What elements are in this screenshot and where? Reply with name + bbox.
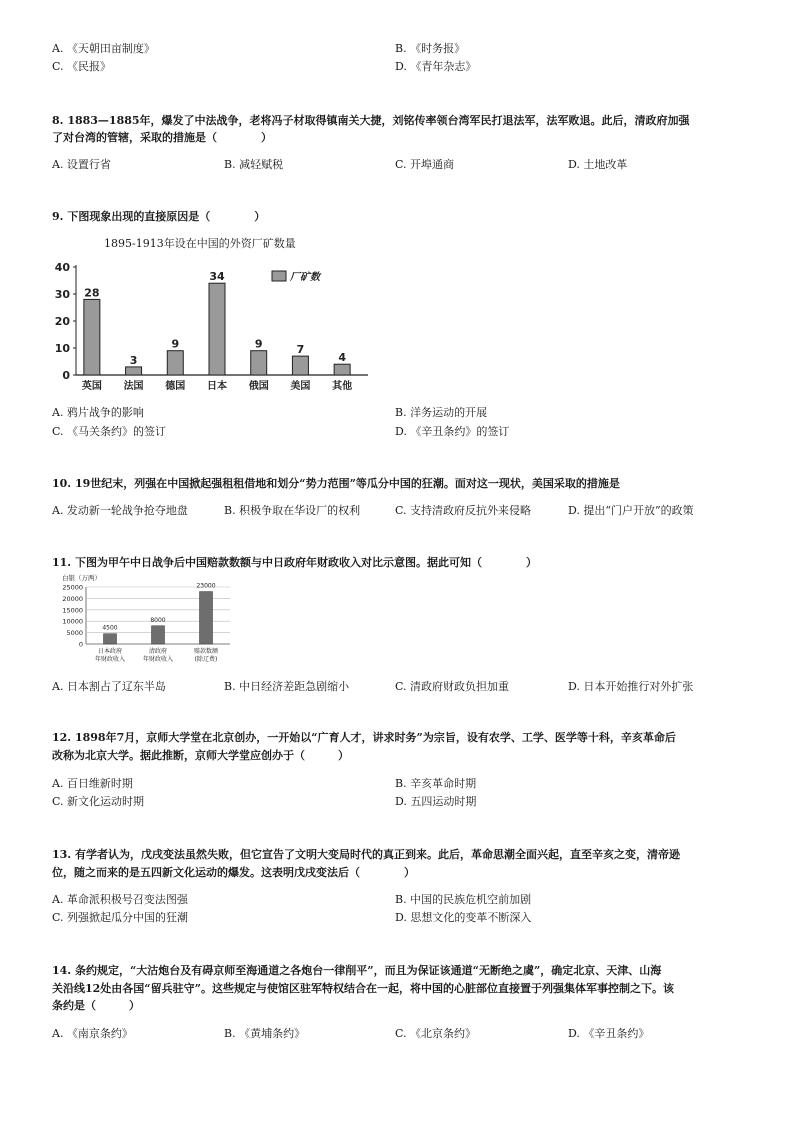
q7-option-d: D. 《青年杂志》 (395, 60, 477, 73)
q10-stem: 10. 19世纪末，列强在中国掀起强租租借地和划分“势力范围”等瓜分中国的狂潮。面对这一现状，美国采取的措施是 (52, 477, 620, 490)
chart2-y-tick-label: 15000 (62, 606, 83, 615)
q8-stem-line1: 8. 1883—1885年，爆发了中法战争，老将冯子材取得镇南关大捷，刘铭传率领台湾军民打退法军，法军败退。此后，清政府加强 (52, 114, 690, 127)
q8-option-b: B. 减轻赋税 (224, 158, 284, 171)
chart1-bar (126, 367, 142, 375)
chart1-legend-label: 厂矿数 (290, 272, 320, 283)
chart1-category-label: 日本 (207, 381, 227, 392)
chart1-value-label: 28 (84, 286, 100, 300)
q13-option-a: A. 革命派积极号召变法图强 (52, 893, 188, 906)
q14-stem-line3: 条约是（ ） (52, 999, 140, 1012)
chart2-y-tick-label: 10000 (62, 617, 83, 626)
q14-option-a: A. 《南京条约》 (52, 1027, 133, 1040)
chart1-category-label: 英国 (81, 381, 102, 392)
chart1-category-label: 俄国 (248, 381, 269, 392)
chart1-bar (84, 299, 100, 375)
q10-option-b: B. 积极争取在华设厂的权利 (224, 504, 361, 517)
q11-option-d: D. 日本开始推行对外扩张 (568, 680, 694, 693)
chart1-title: 1895-1913年设在中国的外资厂矿数量 (104, 237, 296, 250)
chart1-legend-swatch (272, 271, 286, 281)
q14-stem-line1: 14. 条约规定，“大沽炮台及有碍京师至海通道之各炮台一律削平”，而且为保证该通道“无断绝之虞”，确定北京、天津、山海 (52, 964, 662, 977)
chart2-category-label: 年财政收入 (94, 656, 126, 663)
q12-option-c: C. 新文化运动时期 (52, 795, 145, 808)
chart1-y-tick-label: 10 (54, 342, 70, 355)
chart2-value-label: 8000 (150, 616, 166, 624)
q7-option-a: A. 《天朝田亩制度》 (52, 42, 155, 55)
q12-option-d: D. 五四运动时期 (395, 795, 477, 808)
chart1-y-tick-label: 40 (54, 261, 70, 274)
q11-option-c: C. 清政府财政负担加重 (395, 680, 510, 693)
chart2-bar (200, 592, 213, 644)
chart2-y-tick-label: 5000 (66, 629, 83, 638)
chart2-y-tick-label: 25000 (62, 583, 83, 592)
q9-option-b: B. 洋务运动的开展 (395, 406, 488, 419)
q9-option-c: C. 《马关条约》的签订 (52, 425, 167, 438)
chart2-category-label: 清政府 (148, 648, 168, 655)
q9-option-d: D. 《辛丑条约》的签订 (395, 425, 510, 438)
q14-option-b: B. 《黄埔条约》 (224, 1027, 306, 1040)
chart1-bar (334, 364, 350, 375)
chart1-value-label: 4 (338, 351, 346, 365)
chart2-category-label: 赔款数额 (193, 648, 219, 655)
chart1-value-label: 3 (129, 353, 138, 367)
chart1-category-label: 法国 (123, 381, 144, 392)
chart1-category-label: 德国 (165, 381, 186, 392)
q8-option-d: D. 土地改革 (568, 158, 628, 171)
q10-option-c: C. 支持清政府反抗外来侵略 (395, 504, 532, 517)
chart2-y-tick-label: 0 (78, 640, 83, 649)
q13-option-b: B. 中国的民族危机空前加剧 (395, 893, 532, 906)
chart2-category-label: 年财政收入 (142, 656, 174, 663)
q13-option-d: D. 思想文化的变革不断深入 (395, 911, 532, 924)
q9-stem: 9. 下图现象出现的直接原因是（ ） (52, 210, 266, 223)
q7-option-b: B. 《时务报》 (395, 42, 466, 55)
q14-stem-line2: 关沿线12处由各国“留兵驻守”。这些规定与使馆区驻军特权结合在一起，将中国的心脏部位直接置于列强集体军事控制之下。该 (52, 982, 674, 995)
q12-stem-line2: 改称为北京大学。据此推断，京师大学堂应创办于（ ） (52, 749, 349, 762)
q8-option-c: C. 开埠通商 (395, 158, 455, 171)
q10-option-d: D. 提出“门户开放”的政策 (568, 504, 694, 517)
q14-option-d: D. 《辛丑条约》 (568, 1027, 650, 1040)
chart1-category-label: 其他 (332, 381, 353, 392)
q9-option-a: A. 鸦片战争的影响 (52, 406, 144, 419)
q12-option-b: B. 辛亥革命时期 (395, 777, 477, 790)
q11-option-b: B. 中日经济差距急剧缩小 (224, 680, 350, 693)
chart1-bar (167, 351, 183, 375)
chart1-bar (292, 356, 308, 375)
chart1-category-label: 美国 (290, 381, 311, 392)
q13-option-c: C. 列强掀起瓜分中国的狂潮 (52, 911, 189, 924)
chart2-indemnity-vs-revenue (52, 572, 242, 672)
q12-stem-line1: 12. 1898年7月，京师大学堂在北京创办，一开始以“广育人才，讲求时务”为宗旨，设有农学、工学、医学等十科，辛亥革命后 (52, 731, 676, 744)
q7-option-c: C. 《民报》 (52, 60, 112, 73)
q8-option-a: A. 设置行省 (52, 158, 111, 171)
chart1-y-tick-label: 30 (54, 288, 70, 301)
q8-stem-line2: 了对台湾的管辖，采取的措施是（ ） (52, 131, 272, 144)
chart2-bar (104, 634, 117, 644)
chart1-value-label: 9 (254, 337, 263, 351)
chart2-category-label: (除辽费) (194, 656, 218, 663)
chart2-value-label: 4500 (102, 624, 118, 632)
chart2-category-label: 日本政府 (97, 648, 123, 655)
chart1-value-label: 34 (209, 270, 225, 284)
chart1-value-label: 7 (296, 343, 305, 357)
q10-option-a: A. 发动新一轮战争抢夺地盘 (52, 504, 188, 517)
q13-stem-line1: 13. 有学者认为，戊戌变法虽然失败，但它宣告了文明大变局时代的真正到来。此后，革命思潮全面兴起，直至辛亥之变，清帝逊 (52, 848, 680, 861)
chart1-bar (209, 283, 225, 375)
q11-option-a: A. 日本割占了辽东半岛 (52, 680, 166, 693)
chart2-ylabel: 白银（万两） (62, 574, 101, 582)
q11-stem: 11. 下图为甲午中日战争后中国赔款数额与中日政府年财政收入对比示意图。据此可知（ ） (52, 556, 537, 569)
q13-stem-line2: 位，随之而来的是五四新文化运动的爆发。这表明戊戌变法后（ ） (52, 866, 415, 879)
chart2-bar (152, 626, 165, 644)
chart1-bar (251, 351, 267, 375)
chart2-y-tick-label: 20000 (62, 594, 83, 603)
chart2-value-label: 23000 (196, 582, 216, 590)
chart1-y-tick-label: 0 (62, 369, 70, 382)
chart1-y-tick-label: 20 (54, 315, 70, 328)
q12-option-a: A. 百日维新时期 (52, 777, 133, 790)
chart1-value-label: 9 (171, 337, 180, 351)
q14-option-c: C. 《北京条约》 (395, 1027, 477, 1040)
chart1-foreign-factories (50, 255, 380, 395)
